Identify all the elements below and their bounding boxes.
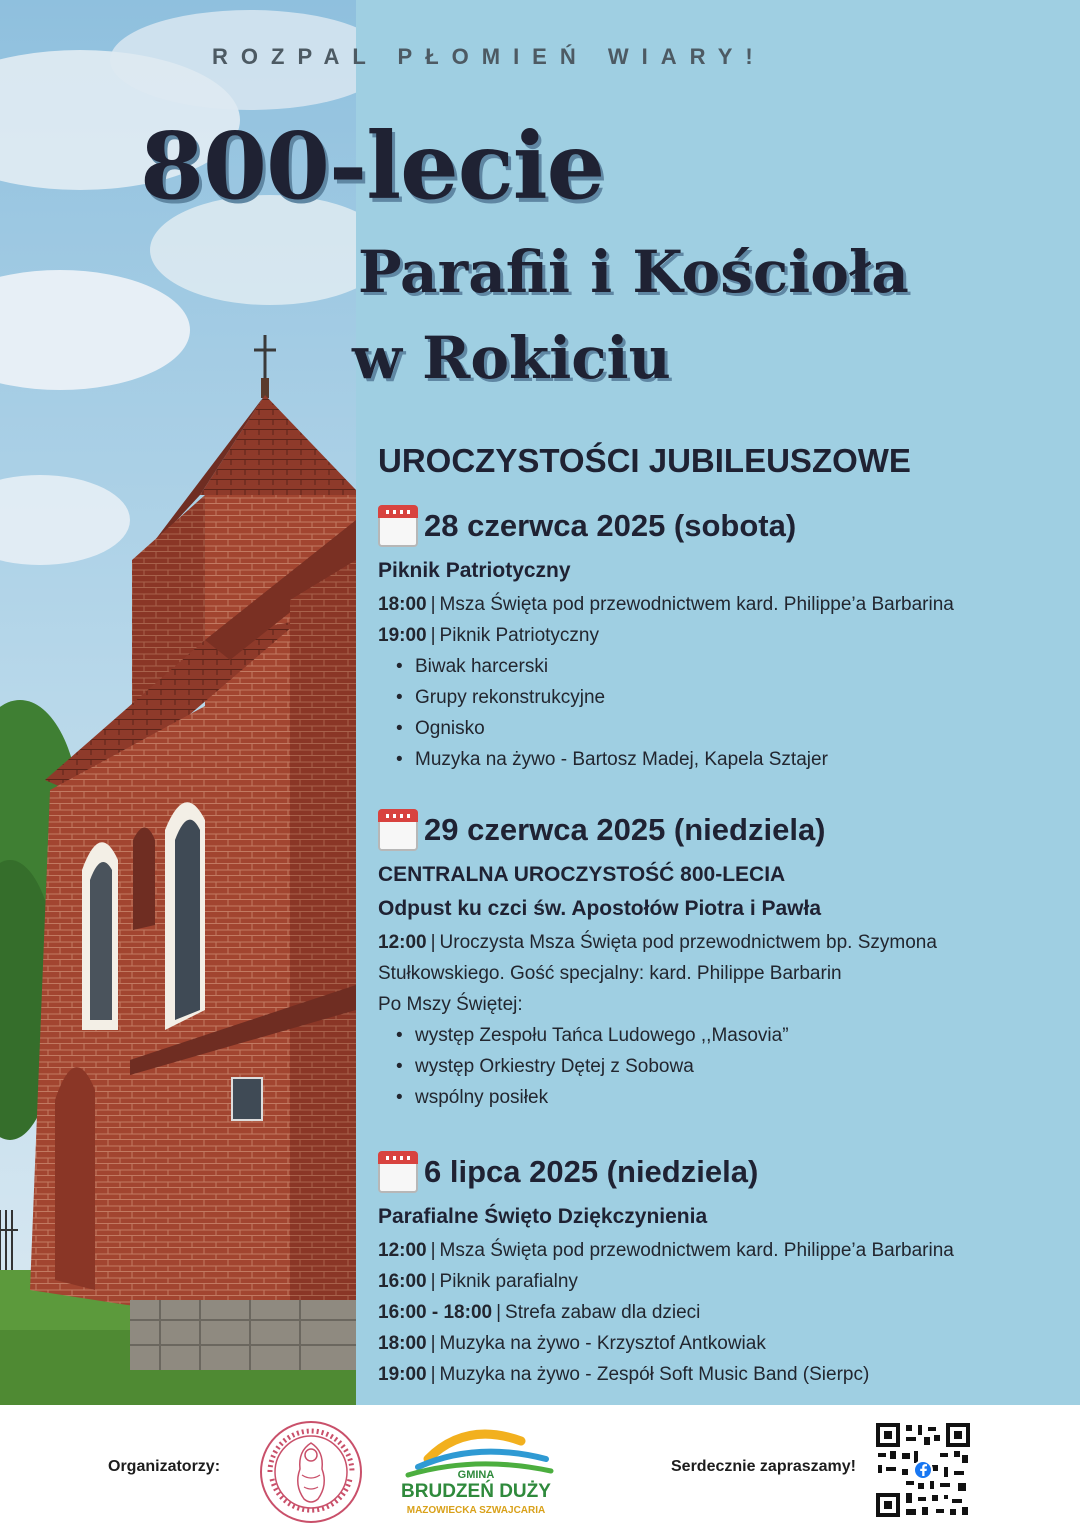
gmina-label: GMINA [457,1469,495,1481]
day-subtitle: Parafialne Święto Dziękczynienia [378,1205,708,1228]
gmina-name: BRUDZEŃ DUŻY [401,1481,551,1502]
day-block-1 [378,504,954,775]
list-item: • występ Orkiestry Dętej z Sobowa [396,1051,937,1082]
day-date: 6 lipca 2025 (niedziela) [424,1154,759,1189]
day-date: 28 czerwca 2025 (sobota) [424,508,797,543]
title-parafii-koscola: Parafii i Kościoła [358,238,909,306]
day-subtitle: Piknik Patriotyczny [378,559,571,582]
bullet-list [396,651,954,775]
list-item: • Grupy rekonstrukcyjne [396,682,954,713]
schedule-line: 19:00 | Muzyka na żywo - Zespół Soft Music Band (Sierpc) [378,1364,870,1385]
day-date: 29 czerwca 2025 (niedziela) [424,812,826,847]
schedule-note: Po Mszy Świętej: [378,994,523,1015]
invite-text: Serdecznie zapraszamy! [671,1458,856,1475]
day-subtitle: CENTRALNA UROCZYSTOŚĆ 800-LECIA [378,863,786,886]
title-800-lecie: 800-lecie [140,112,605,220]
schedule-line: 12:00 | Uroczysta Msza Święta pod przewodnictwem bp. Szymona [378,932,937,953]
day-subtitle: Odpust ku czci św. Apostołów Piotra i Pawła [378,897,822,920]
schedule-line: 16:00 - 18:00 | Strefa zabaw dla dzieci [378,1302,701,1323]
schedule-line: 16:00 | Piknik parafialny [378,1271,578,1292]
schedule-line: 12:00 | Msza Święta pod przewodnictwem kard. Philippe’a Barbarina [378,1240,954,1261]
organizers-label: Organizatorzy: [108,1458,221,1475]
schedule-line: 18:00 | Msza Święta pod przewodnictwem kard. Philippe’a Barbarina [378,594,954,615]
calendar-icon [378,809,418,851]
gmina-logo [396,1419,556,1527]
list-item: • Biwak harcerski [396,651,954,682]
footer [0,1405,1080,1528]
title-w-rokiciu: w Rokiciu [352,324,671,392]
schedule-line: 19:00 | Piknik Patriotyczny [378,625,599,646]
parish-seal-logo [258,1419,364,1525]
tagline: ROZPAL PŁOMIEŃ WIARY! [212,44,766,69]
day-block-3 [378,1150,954,1390]
bullet-list [396,1020,937,1113]
gmina-tagline: MAZOWIECKA SZWAJCARIA [406,1505,546,1516]
calendar-icon [378,1151,418,1193]
schedule-line-continued: Stułkowskiego. Gość specjalny: kard. Philippe Barbarin [378,963,842,984]
list-item: • Ognisko [396,713,954,744]
list-item: • wspólny posiłek [396,1082,937,1113]
schedule-line: 18:00 | Muzyka na żywo - Krzysztof Antkowiak [378,1333,766,1354]
qr-code-icon[interactable] [874,1421,972,1519]
list-item: • Muzyka na żywo - Bartosz Madej, Kapela Sztajer [396,744,954,775]
day-block-2 [378,808,937,1113]
section-heading: UROCZYSTOŚCI JUBILEUSZOWE [378,442,911,479]
calendar-icon [378,505,418,547]
list-item: • występ Zespołu Tańca Ludowego ,,Masovia” [396,1020,937,1051]
